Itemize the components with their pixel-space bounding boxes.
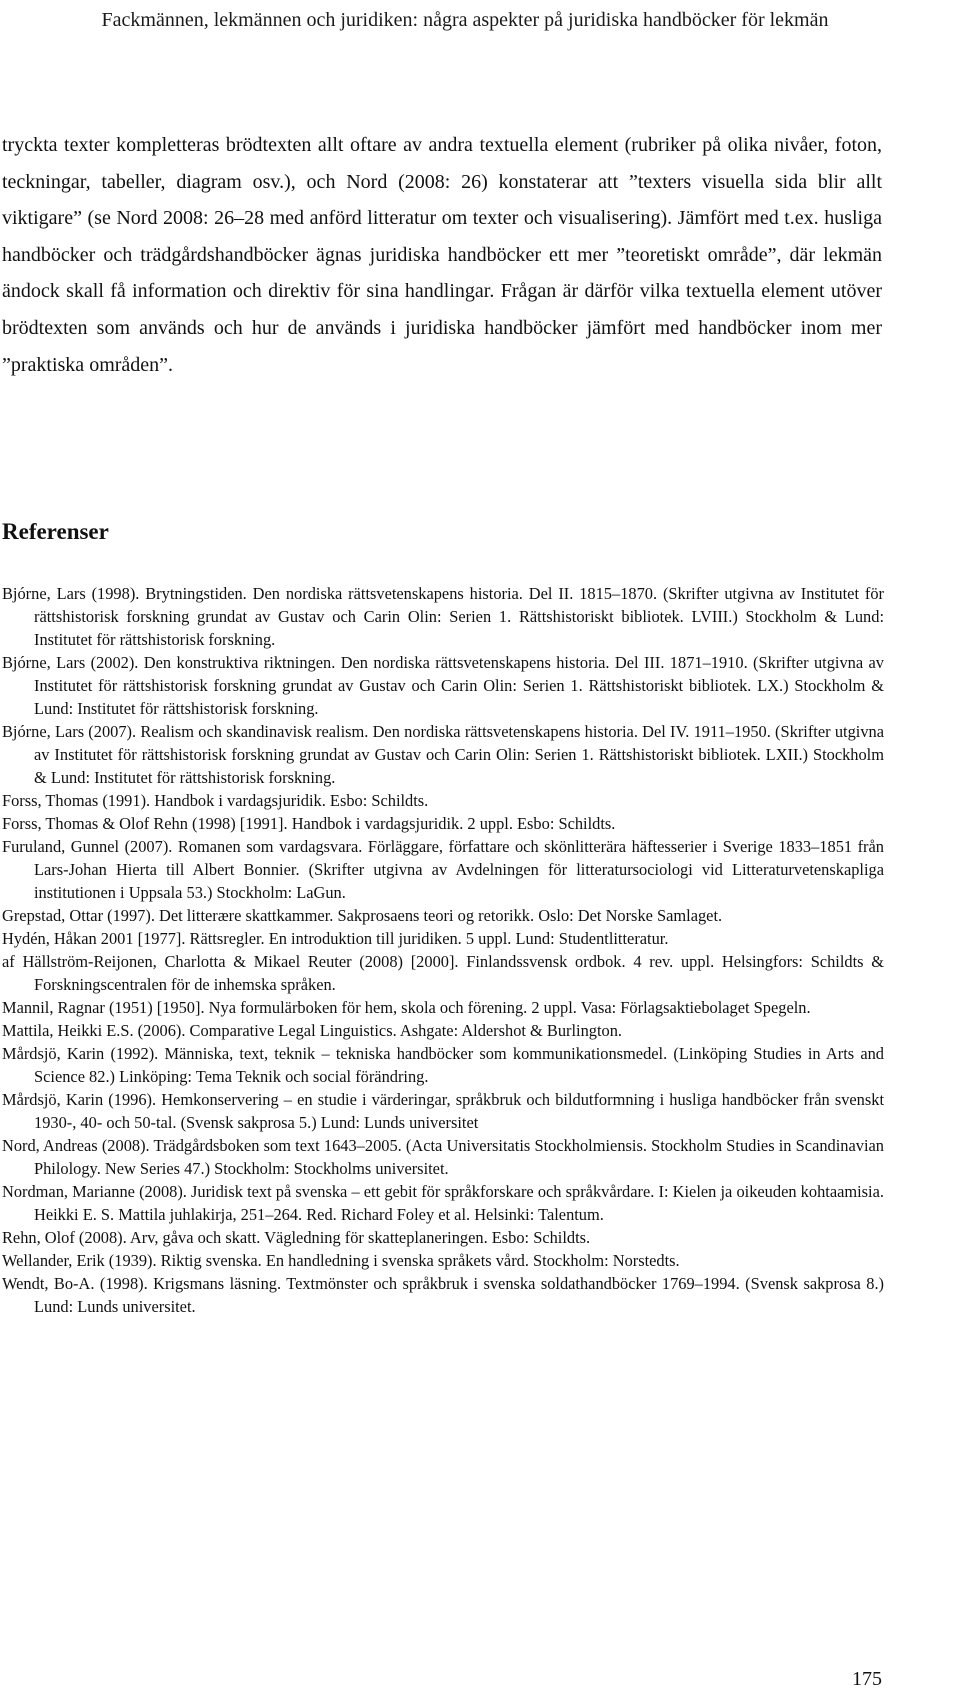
reference-entry: Mattila, Heikki E.S. (2006). Comparative Legal Linguistics. Ashgate: Aldershot & Burlington.: [2, 1021, 623, 1040]
running-header: Fackmännen, lekmännen och juridiken: några aspekter på juridiska handböcker för lekmän: [101, 9, 829, 31]
reference-list: [2, 582, 884, 1318]
reference-entry: Bjórne, Lars (1998). Brytningstiden. Den nordiska rättsvetenskapens historia. Del II. 1815–1870. (Skrifter utgivna av Institutet för rättshistorisk forskning grundat av Gustav och Carin Olin: Serien 1. Rättshistoriskt bibliotek. LVIII.) Stockholm & Lund: Institutet för rättshistorisk forskning.: [2, 584, 884, 649]
reference-entry: Hydén, Håkan 2001 [1977]. Rättsregler. En introduktion till juridiken. 5 uppl. Lund: Studentlitteratur.: [2, 929, 669, 948]
reference-entry: Forss, Thomas (1991). Handbok i vardagsjuridik. Esbo: Schildts.: [2, 791, 429, 810]
reference-entry: Bjórne, Lars (2007). Realism och skandinavisk realism. Den nordiska rättsvetenskapens historia. Del IV. 1911–1950. (Skrifter utgivna av Institutet för rättshistorisk forskning grundat av Gustav och Carin Olin: Serien 1. Rättshistoriskt bibliotek. LXII.) Stockholm & Lund: Institutet för rättshistorisk forskning.: [2, 722, 884, 787]
reference-entry: Mårdsjö, Karin (1996). Hemkonservering – en studie i värderingar, språkbruk och bildutformning i husliga handböcker från svenskt 1930-, 40- och 50-tal. (Svensk sakprosa 5.) Lund: Lunds universitet: [2, 1090, 884, 1132]
reference-entry: Furuland, Gunnel (2007). Romanen som vardagsvara. Förläggare, författare och skönlitterära häftesserier i Sverige 1833–1851 från Lars-Johan Hierta till Albert Bonnier. (Skrifter utgivna av Avdelningen för litteratursociologi vid Litteraturvetenskapliga institutionen i Uppsala 53.) Stockholm: LaGun.: [2, 837, 884, 902]
reference-entry: Wendt, Bo-A. (1998). Krigsmans läsning. Textmönster och språkbruk i svenska soldathandböcker 1769–1994. (Svensk sakprosa 8.) Lund: Lunds universitet.: [2, 1274, 884, 1316]
reference-entry: Grepstad, Ottar (1997). Det litterære skattkammer. Sakprosaens teori og retorikk. Oslo: Det Norske Samlaget.: [2, 906, 723, 925]
reference-entry: Rehn, Olof (2008). Arv, gåva och skatt. Vägledning för skatteplaneringen. Esbo: Schildts.: [2, 1228, 591, 1247]
reference-entry: Bjórne, Lars (2002). Den konstruktiva riktningen. Den nordiska rättsvetenskapens historia. Del III. 1871–1910. (Skrifter utgivna av Institutet för rättshistorisk forskning grundat av Gustav och Carin Olin: Serien 1. Rättshistoriskt bibliotek. LX.) Stockholm & Lund: Institutet för rättshistorisk forskning.: [2, 653, 884, 718]
reference-entry: Mårdsjö, Karin (1992). Människa, text, teknik – tekniska handböcker som kommunikationsmedel. (Linköping Studies in Arts and Science 82.) Linköping: Tema Teknik och social förändring.: [2, 1044, 884, 1086]
reference-entry: Forss, Thomas & Olof Rehn (1998) [1991]. Handbok i vardagsjuridik. 2 uppl. Esbo: Schildts.: [2, 814, 616, 833]
reference-entry: af Hällström-Reijonen, Charlotta & Mikael Reuter (2008) [2000]. Finlandssvensk ordbok. 4 rev. uppl. Helsingfors: Schildts & Forskningscentralen för de inhemska språken.: [2, 952, 884, 994]
references-heading: Referenser: [2, 519, 109, 544]
reference-entry: Mannil, Ragnar (1951) [1950]. Nya formulärboken för hem, skola och förening. 2 uppl. Vasa: Förlagsaktiebolaget Spegeln.: [2, 998, 811, 1017]
reference-entry: Nord, Andreas (2008). Trädgårdsboken som text 1643–2005. (Acta Universitatis Stockholmiensis. Stockholm Studies in Scandinavian Philology. New Series 47.) Stockholm: Stockholms universitet.: [2, 1136, 884, 1178]
reference-entry: Nordman, Marianne (2008). Juridisk text på svenska – ett gebit för språkforskare och språkvårdare. I: Kielen ja oikeuden kohtaamisia. Heikki E. S. Mattila juhlakirja, 251–264. Red. Richard Foley et al. Helsinki: Talentum.: [2, 1182, 884, 1224]
reference-entry: Wellander, Erik (1939). Riktig svenska. En handledning i svenska språkets vård. Stockholm: Norstedts.: [2, 1251, 680, 1270]
page-number: 175: [852, 1668, 882, 1690]
body-paragraph: tryckta texter kompletteras brödtexten allt oftare av andra textuella element (rubriker på olika nivåer, foton, teckningar, tabeller, diagram osv.), och Nord (2008: 26) konstaterar att ”texters visuella sida blir allt viktigare” (se Nord 2008: 26–28 med anförd litteratur om texter och visualisering). Jämfört med t.ex. husliga handböcker och trädgårdshandböcker ägnas juridiska handböcker ett mer ”teoretiskt område”, där lekmän ändock skall få information och direktiv för sina handlingar. Frågan är därför vilka textuella element utöver brödtexten som används och hur de används i juridiska handböcker jämfört med handböcker inom mer ”praktiska områden”.: [2, 134, 882, 376]
